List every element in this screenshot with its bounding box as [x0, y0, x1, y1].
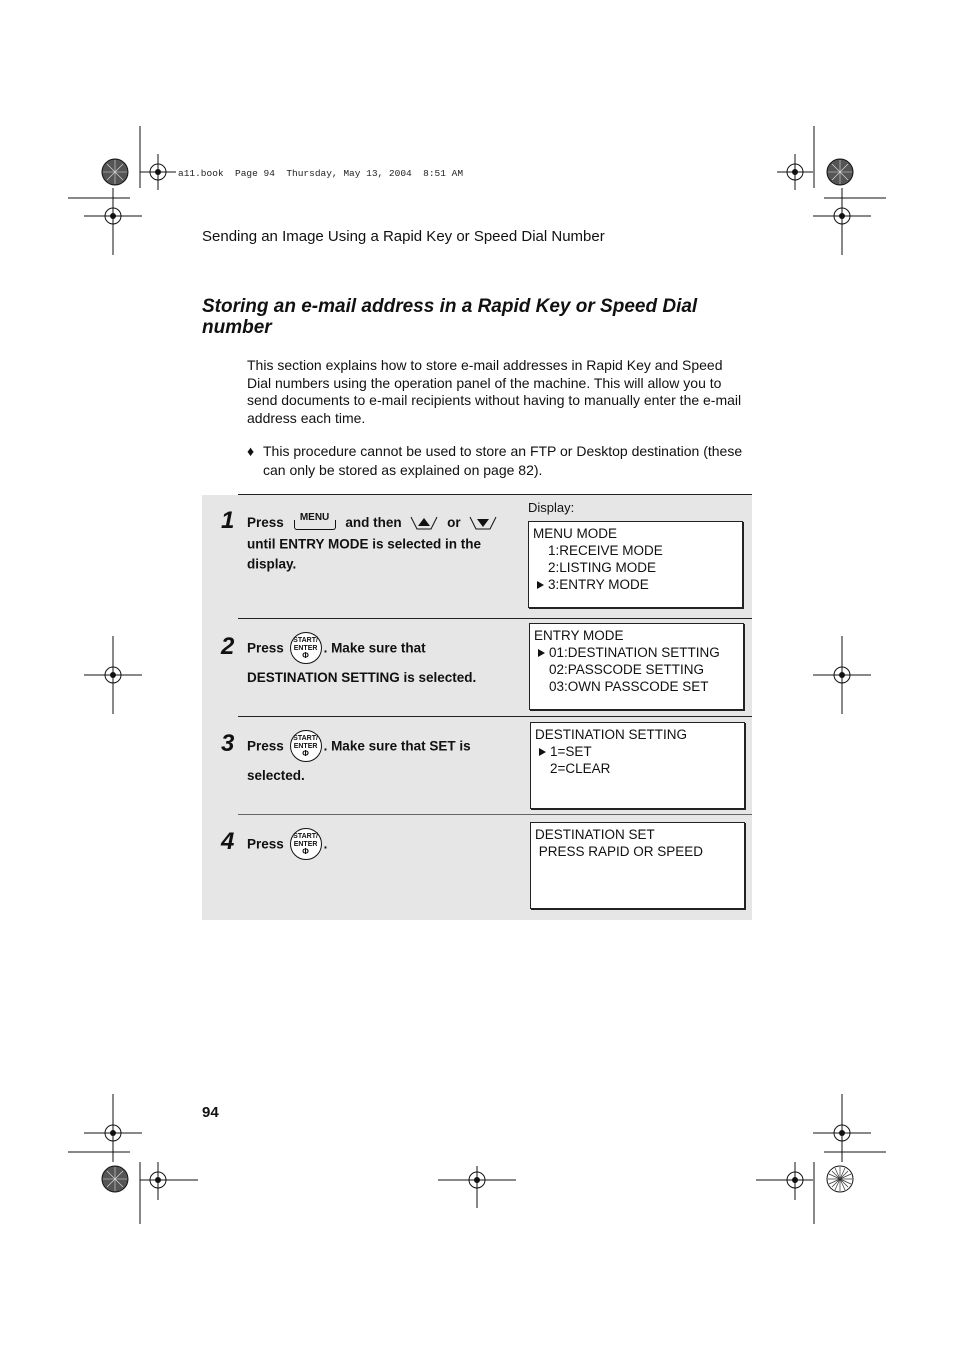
divider — [238, 618, 752, 619]
press-text: Press — [247, 515, 284, 530]
lcd-line: PRESS RAPID OR SPEED — [535, 844, 704, 859]
step-number: 1 — [221, 507, 235, 534]
up-arrow-key-icon — [409, 515, 439, 531]
lcd-line: 02:PASSCODE SETTING — [549, 662, 705, 677]
step-number: 2 — [221, 633, 235, 660]
lcd-display — [529, 623, 744, 710]
step-number: 3 — [221, 730, 235, 757]
step-1-rest: until ENTRY MODE is selected in the display. — [247, 536, 482, 572]
printer-slug-line: a11.book Page 94 Thursday, May 13, 2004 8:51 AM — [178, 168, 464, 179]
menu-key-label: MENU — [299, 512, 330, 523]
selection-arrow-icon — [538, 649, 545, 657]
lcd-line-selected: 01:DESTINATION SETTING — [534, 644, 739, 661]
divider — [238, 494, 752, 495]
start-enter-key-icon: START/ ENTER Φ — [290, 828, 322, 860]
selection-arrow-icon — [539, 748, 546, 756]
step-3-after-key: . Make sure that SET is — [323, 738, 471, 754]
lcd-display — [528, 521, 743, 608]
press-text: Press — [247, 836, 284, 852]
page-number: 94 — [202, 1104, 219, 1121]
note — [247, 442, 747, 480]
start-enter-key-icon: START/ ENTER Φ — [290, 632, 322, 664]
lcd-line: MENU MODE — [533, 526, 617, 541]
display-label: Display: — [528, 500, 575, 515]
down-arrow-key-icon — [468, 515, 498, 531]
step-1-instruction — [247, 512, 522, 575]
lcd-line: 03:OWN PASSCODE SET — [549, 679, 709, 694]
lcd-line: 2=CLEAR — [550, 761, 611, 776]
press-text: Press — [247, 640, 284, 656]
lcd-line: ENTRY MODE — [534, 628, 624, 643]
lcd-line-selected: 1=SET — [535, 743, 740, 760]
menu-key-icon — [294, 512, 336, 534]
step-3-instruction — [247, 730, 522, 788]
lcd-line: DESTINATION SET — [535, 827, 655, 842]
lcd-line-selected: 3:ENTRY MODE — [533, 576, 738, 593]
lcd-line: 1:RECEIVE MODE — [548, 543, 663, 558]
step-2-after-key: . Make sure that — [323, 640, 426, 656]
divider — [238, 716, 752, 717]
lcd-line: DESTINATION SETTING — [535, 727, 688, 742]
selection-arrow-icon — [537, 581, 544, 589]
step-number: 4 — [221, 828, 235, 855]
lcd-line: 2:LISTING MODE — [548, 560, 657, 575]
divider — [238, 814, 752, 815]
running-header: Sending an Image Using a Rapid Key or Speed Dial Number — [202, 228, 605, 245]
diamond-bullet-icon: ♦ — [247, 443, 255, 459]
and-then-text: and then — [345, 515, 402, 530]
start-enter-key-icon: START/ ENTER Φ — [290, 730, 322, 762]
step-4-after-key: . — [323, 836, 328, 852]
step-2-instruction — [247, 632, 522, 690]
intro-paragraph: This section explains how to store e-mail addresses in Rapid Key and Speed Dial numbers using the operation panel of the machine. This will allow you to send documents to e-mail recipients without having to manually enter the e-mail address each time. — [247, 357, 742, 426]
step-2-rest: DESTINATION SETTING is selected. — [247, 669, 477, 685]
lcd-display — [530, 722, 745, 809]
press-text: Press — [247, 738, 284, 754]
or-text: or — [447, 515, 461, 530]
note-text: This procedure cannot be used to store an FTP or Desktop destination (these can only be stored as explained on page 82). — [263, 443, 743, 478]
section-title: Storing an e-mail address in a Rapid Key or Speed Dial number — [202, 296, 698, 338]
step-3-rest: selected. — [247, 767, 305, 783]
lcd-display — [530, 822, 745, 909]
step-4-instruction — [247, 828, 522, 860]
